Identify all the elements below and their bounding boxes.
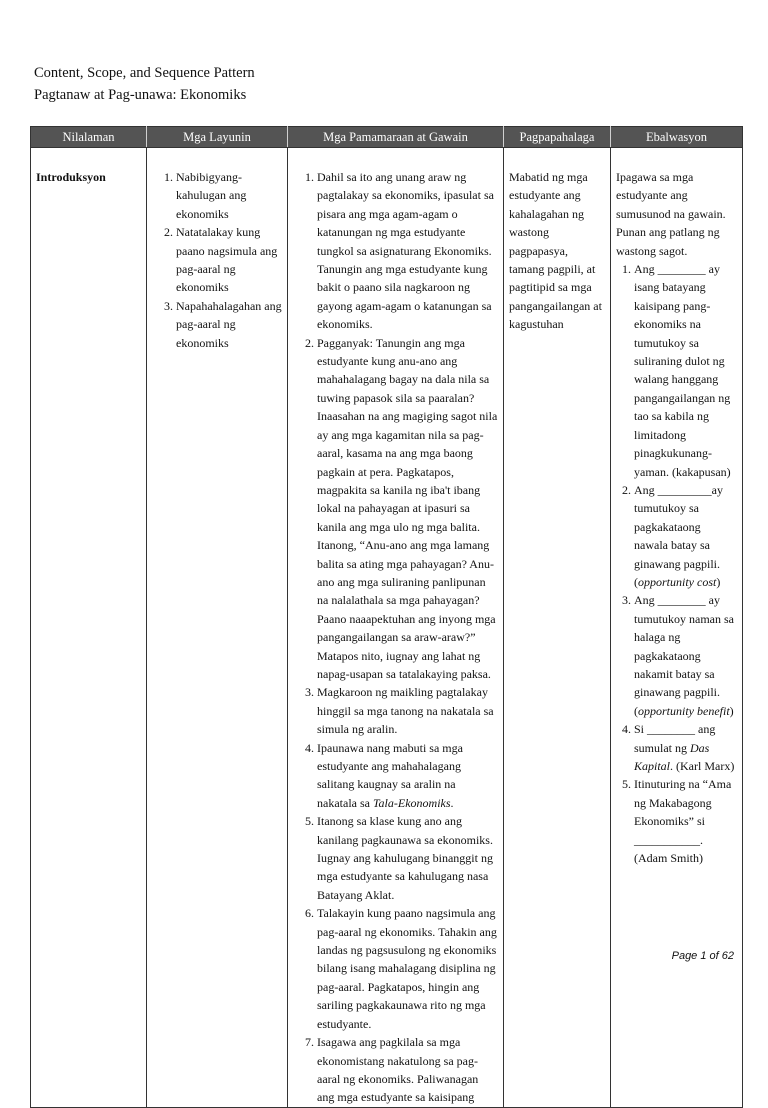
question-text: Si ________ ang sumulat ng: [634, 722, 716, 755]
question-emphasis: Das Kapital: [634, 740, 710, 773]
list-item: 2. Natatalakay kung paano nagsimula ang pag-aaral ng ekonomiks: [176, 223, 282, 297]
question-text: Itinuturing na “Ama ng Makabagong Ekonomiks” si ___________.: [634, 777, 732, 847]
answer-text: (kakapusan): [672, 464, 731, 479]
list-item-emphasis: Tala-Ekonomiks: [372, 795, 451, 810]
list-item: [634, 481, 737, 591]
column-header-ebalwasyon: Ebalwasyon: [611, 127, 743, 148]
list-item: 2. Pagganyak: Tanungin ang mga estudyante kung anu-ano ang mahahalagang bagay na dala nila sa tuwing papasok sila sa paaralan? Inaasahan na ang magiging sagot nila ay ang mga kagamitan nila sa pag-aaral, kasama na ang mga baong pagkain at pera. Pagkatapos, magpakita sa kanila ng iba't ibang lokal na pahayagan at ipasuri sa kanila ang mga ulo ng mga balita. Itanong, “Anu-ano ang mga lamang balita sa ating mga pahayagan? Anu-ano ang mga suliraning panlipunan na nalalathala sa mga pahayagan? Paano naaapektuhan ang inyong mga pangangailangan sa araw-araw?” Matapos nito, iugnay ang lahat ng napag-usapan sa tatalakaying paksa.: [317, 334, 498, 684]
document-header: [34, 62, 255, 106]
content-table: [30, 126, 743, 1108]
column-header-pagpapahalaga: Pagpapahalaga: [504, 127, 611, 148]
document-subtitle: Pagtanaw at Pag-unawa: Ekonomiks: [34, 87, 247, 103]
answer-text: (Adam Smith): [634, 851, 703, 866]
list-item-text: Ipaunawa nang mabuti sa mga estudyante ang mahahalagang salitang kaugnay sa aralin na nakatala sa: [317, 740, 463, 810]
list-item-text: .: [450, 795, 454, 810]
procedures-list: [293, 168, 498, 1107]
answer-text: (: [634, 574, 638, 589]
list-item: [634, 591, 737, 720]
list-item: 6. Talakayin kung paano nagsimula ang pag-aaral ng ekonomiks. Tahakin ang landas ng pagsusulong ng ekonomiks bilang isang mahalagang disiplina ng pag-aaral. Pagkatapos, hingin ang sariling pagkakaunawa rito ng mga estudyante.: [317, 904, 498, 1033]
topic-label: Introduksyon: [36, 170, 106, 184]
answer-emphasis: opportunity benefit: [638, 703, 730, 718]
document-title: Content, Scope, and Sequence Pattern: [34, 65, 255, 81]
evaluation-list: [616, 260, 737, 867]
list-item: 5. Itanong sa klase kung ano ang kanilang pagkaunawa sa ekonomiks. Iugnay ang kahulugang binanggit ng mga estudyante sa kahulugang nasa Batayang Aklat.: [317, 812, 498, 904]
list-item: [634, 775, 737, 867]
values-text: Mabatid ng mga estudyante ang kahalagahan ng wastong pagpapasya, tamang pagpili, at pagtitipid sa mga pangangailangan at kagustuhan: [509, 170, 602, 332]
list-item: 1. Nabibigyang-kahulugan ang ekonomiks: [176, 168, 282, 223]
list-item: 3. Napahahalagahan ang pag-aaral ng ekonomiks: [176, 297, 282, 352]
question-text: Ang _________ay tumutukoy sa pagkakataong nawala batay sa ginawang pagpili.: [634, 482, 723, 571]
answer-text: ): [716, 574, 721, 589]
list-item: 1. Dahil sa ito ang unang araw ng pagtalakay sa ekonomiks, ipasulat sa pisara ang mga agam-agam o katanungan ng mga estudyante tungkol sa asignaturang Ekonomiks. Tanungin ang mga estudyante kung bakit o paano sila nagkaroon ng gayong agam-agam o katanungan sa ekonomiks.: [317, 168, 498, 334]
column-header-layunin: Mga Layunin: [147, 127, 288, 148]
column-header-nilalaman: Nilalaman: [31, 127, 147, 148]
cell-pamamaraan: [288, 148, 504, 1108]
list-item: [317, 739, 498, 813]
answer-text: ): [729, 703, 734, 718]
list-item: [634, 720, 737, 775]
cell-layunin: [147, 148, 288, 1108]
question-text: .: [670, 759, 674, 773]
question-text: Ang ________ ay tumutukoy naman sa halaga ng pagkakataong nakamit batay sa ginawang pagpili.: [634, 593, 734, 700]
answer-emphasis: opportunity cost: [638, 574, 717, 589]
objectives-list: [152, 168, 282, 352]
cell-pagpapahalaga: [504, 148, 611, 1108]
table-header-row: [31, 127, 743, 148]
cell-ebalwasyon: [611, 148, 743, 1108]
page-number: Page 1 of 62: [671, 950, 734, 962]
list-item: [634, 260, 737, 481]
answer-text: (: [634, 703, 638, 718]
question-text: Ang ________ ay isang batayang kaisipang pang-ekonomiks na tumutukoy sa suliraning dulot ng walang hanggang pangangailangan ng tao sa kabila ng limitadong pinagkukunang-yaman.: [634, 262, 731, 479]
evaluation-intro: Ipagawa sa mga estudyante ang sumusunod na gawain. Punan ang patlang ng wastong sagot.: [616, 170, 726, 258]
answer-text: (Karl Marx): [676, 759, 735, 773]
cell-nilalaman: [31, 148, 147, 1108]
list-item: 3. Magkaroon ng maikling pagtalakay hinggil sa mga tanong na nakatala sa simula ng aralin.: [317, 683, 498, 738]
list-item: 7. Isagawa ang pagkilala sa mga ekonomistang nakatulong sa pag-aaral ng ekonomiks. Paliwanagan ang mga estudyante sa kaisipang: [317, 1033, 498, 1107]
table-row: [31, 148, 743, 1108]
column-header-pamamaraan: Mga Pamamaraan at Gawain: [288, 127, 504, 148]
